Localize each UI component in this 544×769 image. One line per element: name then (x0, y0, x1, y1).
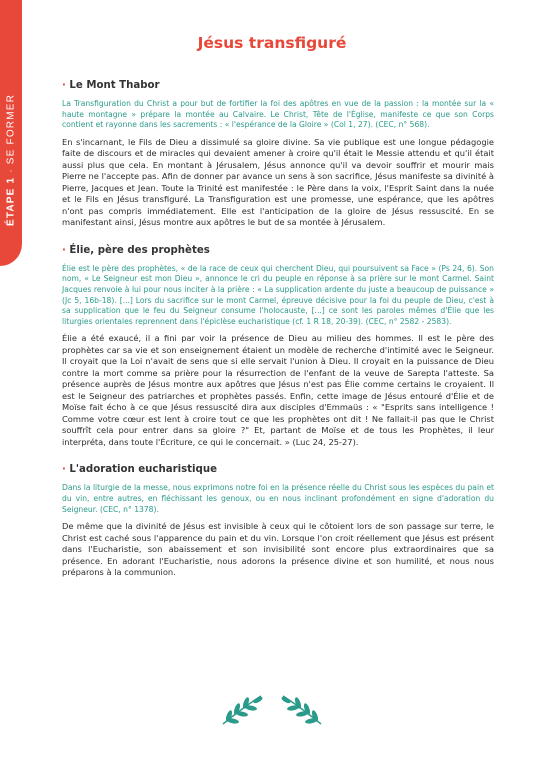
catechism-quote: Élie est le père des prophètes, « de la race de ceux qui cherchent Dieu, qui poursuivent sa Face » (Ps 24, 6). Son nom, « Le Seigneur est mon Dieu », annonce le cri du peuple en réponse à sa prière sur le mont Carmel. Saint Jacques renvoie à lui pour nous inciter à la prière : « La supplication ardente du juste a beaucoup de puissance » (Jc 5, 16b-18). [...] Lors du sacrifice sur le mont Carmel, épreuve décisive pour la foi du peuple de Dieu, c'est à sa supplication que le feu du Seigneur consume l'holocauste, [...] ce sont les paroles mêmes d'Élie que les liturgies orientales reprennent dans l'épiclèse eucharistique (cf. 1 R 18, 20-39). (CEC, n° 2582 - 2583). (62, 263, 494, 326)
olive-branch-icon (219, 692, 265, 728)
section-elie (62, 245, 494, 449)
section-title (62, 464, 494, 475)
section-title (62, 80, 494, 91)
section-bullet: · (62, 244, 70, 256)
sidebar-step: ÉTAPE 1 (5, 176, 17, 227)
section-body: Élie a été exaucé, il a fini par voir la présence de Dieu au milieu des hommes. Il est le père des prophètes car sa vie et son enseignement étaient un modèle de recherche d'intimité avec le Seigneur. Il croyait que la Loi n'avait de sens que si elle servait l'union à Dieu. Il croyait en la puissance de Dieu contre la mort comme sa prière pour la résurrection de l'enfant de la veuve de Sarepta l'atteste. Sa présence auprès de Jésus montre aux apôtres que Jésus n'est pas Élie comme certains le croyaient. Il est le Seigneur des patriarches et prophètes passés. Enfin, cette image de Jésus entouré d'Élie et de Moïse fait écho à ce que Jésus ressuscité dira aux disciples d'Emmaüs : « "Esprits sans intelligence ! Comme votre cœur est lent à croire tout ce que les prophètes ont dit ! Ne fallait-il pas que le Christ souffrît cela pour entrer dans sa gloire ?" Et, partant de Moïse et de tous les Prophètes, il leur interpréta, dans toute l'Écriture, ce qui le concernait. » (Luc 24, 25-27). (62, 333, 494, 447)
olive-branch-icon (279, 692, 325, 728)
section-title-text: L'adoration eucharistique (69, 464, 217, 476)
section-title (62, 245, 494, 256)
ornament (0, 692, 544, 732)
sidebar-label (6, 94, 17, 226)
sidebar-separator: · (5, 168, 17, 173)
section-body: En s'incarnant, le Fils de Dieu a dissimulé sa gloire divine. Sa vie publique est une longue pédagogie faite de discours et de miracles qui devaient amener à croire qu'il était le Messie attendu et qu'il était aussi plus que cela. En montant à Jérusalem, Jésus annonce qu'il va devoir souffrir et mourir mais Pierre ne l'accepte pas. Afin de donner par avance un sens à son sacrifice, Jésus manifeste sa divinité à Pierre, Jacques et Jean. Toute la Trinité est manifestée : le Père dans la voix, l'Esprit Saint dans la nuée et le Fils en Jésus transfiguré. La Transfiguration est une promesse, une espérance, que les apôtres n'ont pas compris immédiatement. Elle est l'anticipation de la gloire de Jésus ressuscité. En se manifestant ainsi, Jésus montre aux apôtres le but de sa montée à Jérusalem. (62, 136, 494, 228)
section-bullet: · (62, 80, 70, 91)
page-title: Jésus transfiguré (197, 34, 347, 52)
catechism-quote: La Transfiguration du Christ a pour but de fortifier la foi des apôtres en vue de la passion : la montée sur la « haute montagne » prépare la montée au Calvaire. Le Christ, Tête de l'Église, manifeste ce que son Corps contient et rayonne dans les sacrements : « l'espérance de la Gloire » (Col 1, 27). (CEC, n° 568). (62, 99, 494, 130)
section-title-text: Élie, père des prophètes (69, 244, 210, 256)
section-adoration (62, 464, 494, 578)
section-body: De même que la divinité de Jésus est invisible à ceux qui le côtoient lors de son passage sur terre, le Christ est caché sous l'apparence du pain et du vin. Lorsque l'on croit réellement que Jésus est présent dans l'Eucharistie, son abaissement et son invisibilité sont encore plus extraordinaires que sa présence. En adorant l'Eucharistie, nous adorons la présence divine et son humilité, et nous nous préparons à la communion. (62, 521, 494, 578)
section-title-text: Le Mont Thabor (69, 80, 160, 91)
catechism-quote: Dans la liturgie de la messe, nous exprimons notre foi en la présence réelle du Christ sous les espèces du pain et du vin, entre autres, en fléchissant les genoux, ou en nous inclinant profondément en signe d'adoration du Seigneur. (CEC, n° 1378). (62, 483, 494, 514)
section-mont-thabor (62, 80, 494, 229)
section-bullet: · (62, 464, 70, 476)
sidebar-section-name: SE FORMER (5, 93, 17, 165)
main-content (62, 80, 494, 595)
